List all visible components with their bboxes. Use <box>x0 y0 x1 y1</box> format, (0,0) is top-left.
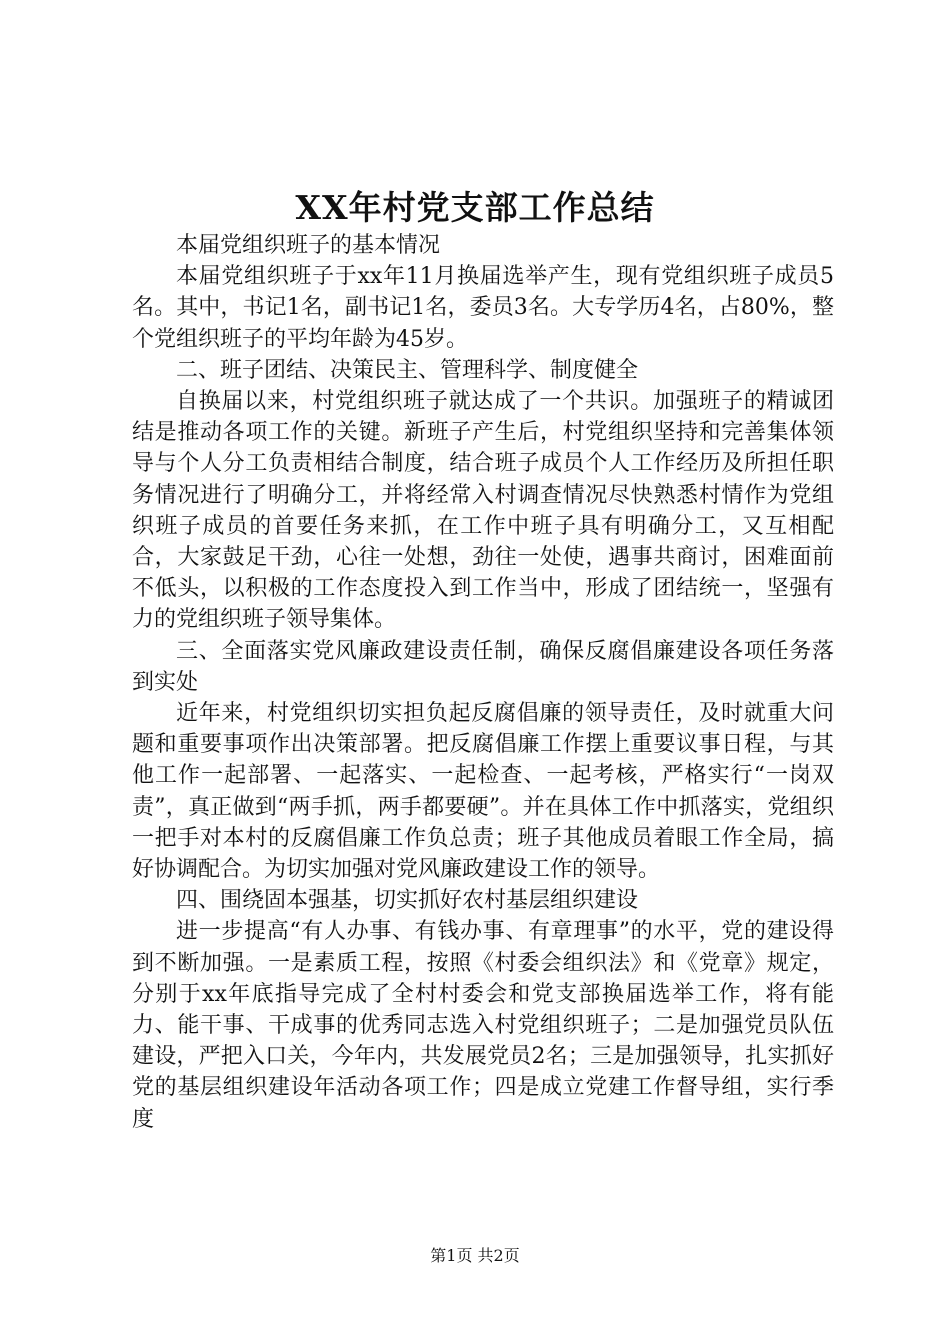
section-heading: 二、班子团结、决策民主、管理科学、制度健全 <box>176 357 639 383</box>
page-number-footer: 第1页 共2页 <box>430 1246 520 1265</box>
section-heading: 三、全面落实党风廉政建设责任制，确保反腐倡廉建设各项任务落到实处 <box>132 638 834 695</box>
document-title: XX年村党支部工作总结 <box>295 188 655 227</box>
section-heading: 本届党组织班子的基本情况 <box>176 233 441 258</box>
document-body <box>132 230 834 1135</box>
body-paragraph: 近年来，村党组织切实担负起反腐倡廉的领导责任，及时就重大问题和重要事项作出决策部署。把反腐倡廉工作摆上重要议事日程，与其他工作一起部署、一起落实、一起检查、一起考核，严格实行“一岗双责”，真正做到“两手抓，两手都要硬”。并在具体工作中抓落实，党组织一把手对本村的反腐倡廉工作负总责；班子其他成员着眼工作全局，搞好协调配合。为切实加强对党风廉政建设工作的领导。 <box>132 701 834 883</box>
section-heading: 四、围绕固本强基，切实抓好农村基层组织建设 <box>176 888 639 914</box>
body-paragraph: 本届党组织班子于xx年11月换届选举产生，现有党组织班子成员5名。其中，书记1名，副书记1名，委员3名。大专学历4名，占80%，整个党组织班子的平均年龄为45岁。 <box>132 264 834 352</box>
body-paragraph: 自换届以来，村党组织班子就达成了一个共识。加强班子的精诚团结是推动各项工作的关键。新班子产生后，村党组织坚持和完善集体领导与个人分工负责相结合制度，结合班子成员个人工作经历及所担任职务情况进行了明确分工，并将经常入村调查情况尽快熟悉村情作为党组织班子成员的首要任务来抓，在工作中班子具有明确分工，又互相配合，大家鼓足干劲，心往一处想，劲往一处使，遇事共商讨，困难面前不低头，以积极的工作态度投入到工作当中，形成了团结统一，坚强有力的党组织班子领导集体。 <box>132 389 834 633</box>
body-paragraph: 进一步提高“有人办事、有钱办事、有章理事”的水平，党的建设得到不断加强。一是素质工程，按照《村委会组织法》和《党章》规定，分别于xx年底指导完成了全村村委会和党支部换届选举工作，将有能力、能干事、干成事的优秀同志选入村党组织班子；二是加强党员队伍建设，严把入口关，今年内，共发展党员2名；三是加强领导，扎实抓好党的基层组织建设年活动各项工作；四是成立党建工作督导组，实行季度 <box>132 919 834 1132</box>
